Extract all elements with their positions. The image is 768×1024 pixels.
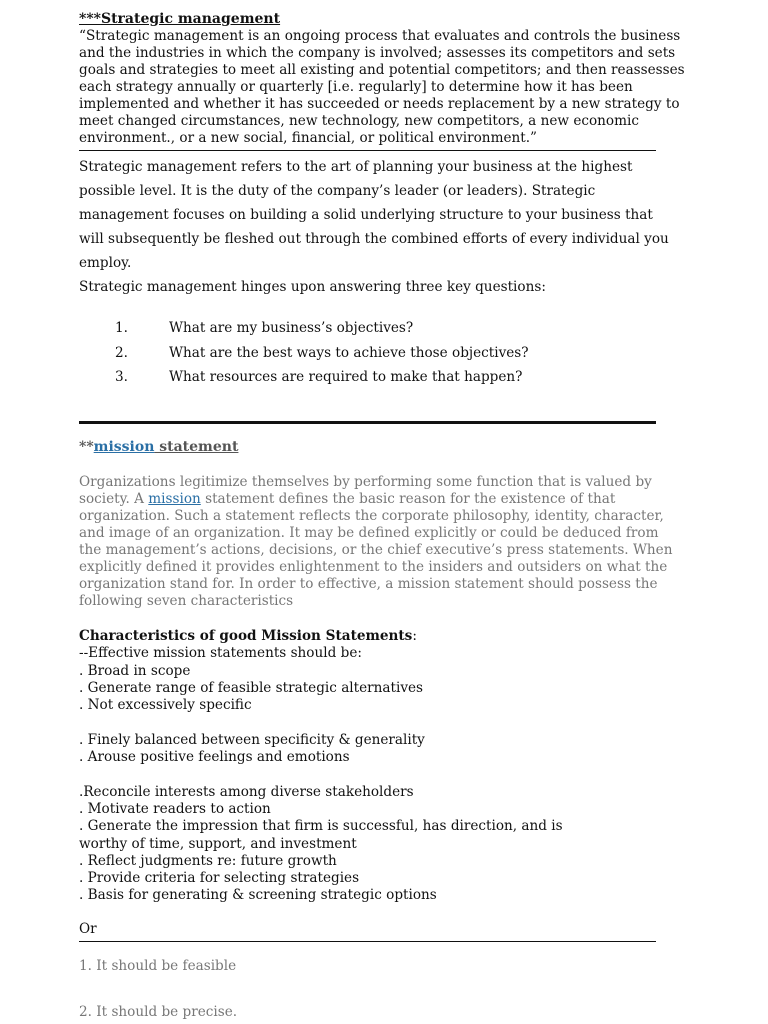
characteristics-block — [79, 628, 563, 905]
list-item — [115, 365, 529, 390]
list-text: What resources are required to make that happen? — [169, 369, 523, 385]
paragraph-line: Strategic management refers to the art of planning your business at the highest — [79, 159, 633, 175]
divider — [79, 941, 656, 942]
paragraph-line: organization stand for. In order to effective, a mission statement should possess the — [79, 576, 658, 592]
paragraph-line: the management’s actions, decisions, or the chief executive’s press statements. When — [79, 542, 673, 558]
characteristics-title: Characteristics of good Mission Statements: — [79, 628, 417, 644]
section-divider — [79, 421, 656, 424]
list-number: 1. — [115, 320, 128, 336]
quote-line: each strategy annually or quarterly [i.e. regularly] to determine how it has been — [79, 79, 633, 95]
mission-link[interactable]: mission — [93, 439, 155, 455]
paragraph-line: and image of an organization. It may be defined explicitly or could be deduced from — [79, 525, 659, 541]
criteria-item: 1. It should be feasible — [79, 958, 237, 974]
paragraph-line: explicitly defined it provides enlightenment to the insiders and outsiders on what the — [79, 559, 668, 575]
quote-line: “Strategic management is an ongoing process that evaluates and controls the business — [79, 28, 681, 44]
spacer — [79, 766, 563, 783]
paragraph-line: Organizations legitimize themselves by performing some function that is valued by — [79, 474, 652, 490]
mission-inline-link[interactable]: mission — [148, 491, 201, 507]
list-item: . Not excessively specific — [79, 697, 252, 714]
spacer — [79, 714, 563, 731]
paragraph-line: organization. Such a statement reflects the corporate philosophy, identity, character, — [79, 508, 664, 524]
list-item: .Reconcile interests among diverse stakeholders — [79, 783, 414, 800]
paragraph-line: possible level. It is the duty of the company’s leader (or leaders). Strategic — [79, 183, 596, 199]
paragraph-line: employ. — [79, 255, 132, 271]
paragraph-line: following seven characteristics — [79, 593, 294, 609]
list-item: worthy of time, support, and investment — [79, 835, 357, 852]
list-item: . Motivate readers to action — [79, 800, 271, 817]
list-item — [115, 341, 529, 366]
list-item: . Arouse positive feelings and emotions — [79, 749, 350, 766]
quote-line: environment., or a new social, financial, or political environment.” — [79, 130, 537, 146]
key-questions-list — [115, 316, 529, 390]
characteristics-intro: --Effective mission statements should be: — [79, 645, 362, 662]
divider — [79, 150, 656, 151]
list-item: . Generate range of feasible strategic alternatives — [79, 679, 424, 696]
list-item: . Basis for generating & screening strategic options — [79, 887, 437, 904]
list-text: What are the best ways to achieve those objectives? — [169, 344, 529, 361]
strategic-management-quote — [79, 28, 685, 147]
list-item: . Reflect judgments re: future growth — [79, 852, 337, 869]
strategic-management-paragraph — [79, 155, 669, 299]
paragraph-line: will subsequently be fleshed out through the combined efforts of every individual you — [79, 231, 669, 247]
paragraph-line: society. A mission statement defines the basic reason for the existence of that — [79, 491, 616, 507]
list-item: . Finely balanced between specificity & generality — [79, 731, 425, 748]
quote-line: implemented and whether it has succeeded or needs replacement by a new strategy to — [79, 96, 680, 112]
mission-paragraph — [79, 474, 672, 610]
quote-line: meet changed circumstances, new technology, new competitors, a new economic — [79, 113, 639, 129]
list-item: . Broad in scope — [79, 662, 191, 679]
criteria-item: 2. It should be precise. — [79, 1004, 238, 1020]
list-text: What are my business’s objectives? — [169, 320, 414, 336]
list-item — [115, 316, 529, 341]
list-item: . Provide criteria for selecting strategies — [79, 870, 360, 887]
list-number: 2. — [115, 344, 128, 361]
paragraph-line: management focuses on building a solid underlying structure to your business that — [79, 207, 653, 223]
or-label: Or — [79, 921, 97, 937]
quote-line: and the industries in which the company is involved; assesses its competitors and sets — [79, 45, 676, 61]
paragraph-line: Strategic management hinges upon answering three key questions: — [79, 279, 546, 295]
list-item: . Generate the impression that firm is successful, has direction, and is — [79, 818, 563, 835]
mission-statement-heading: **mission statement — [79, 439, 239, 455]
strategic-management-heading: ***Strategic management — [79, 11, 281, 27]
list-number: 3. — [115, 369, 128, 385]
quote-line: goals and strategies to meet all existing and potential competitors; and then reassesses — [79, 62, 685, 78]
